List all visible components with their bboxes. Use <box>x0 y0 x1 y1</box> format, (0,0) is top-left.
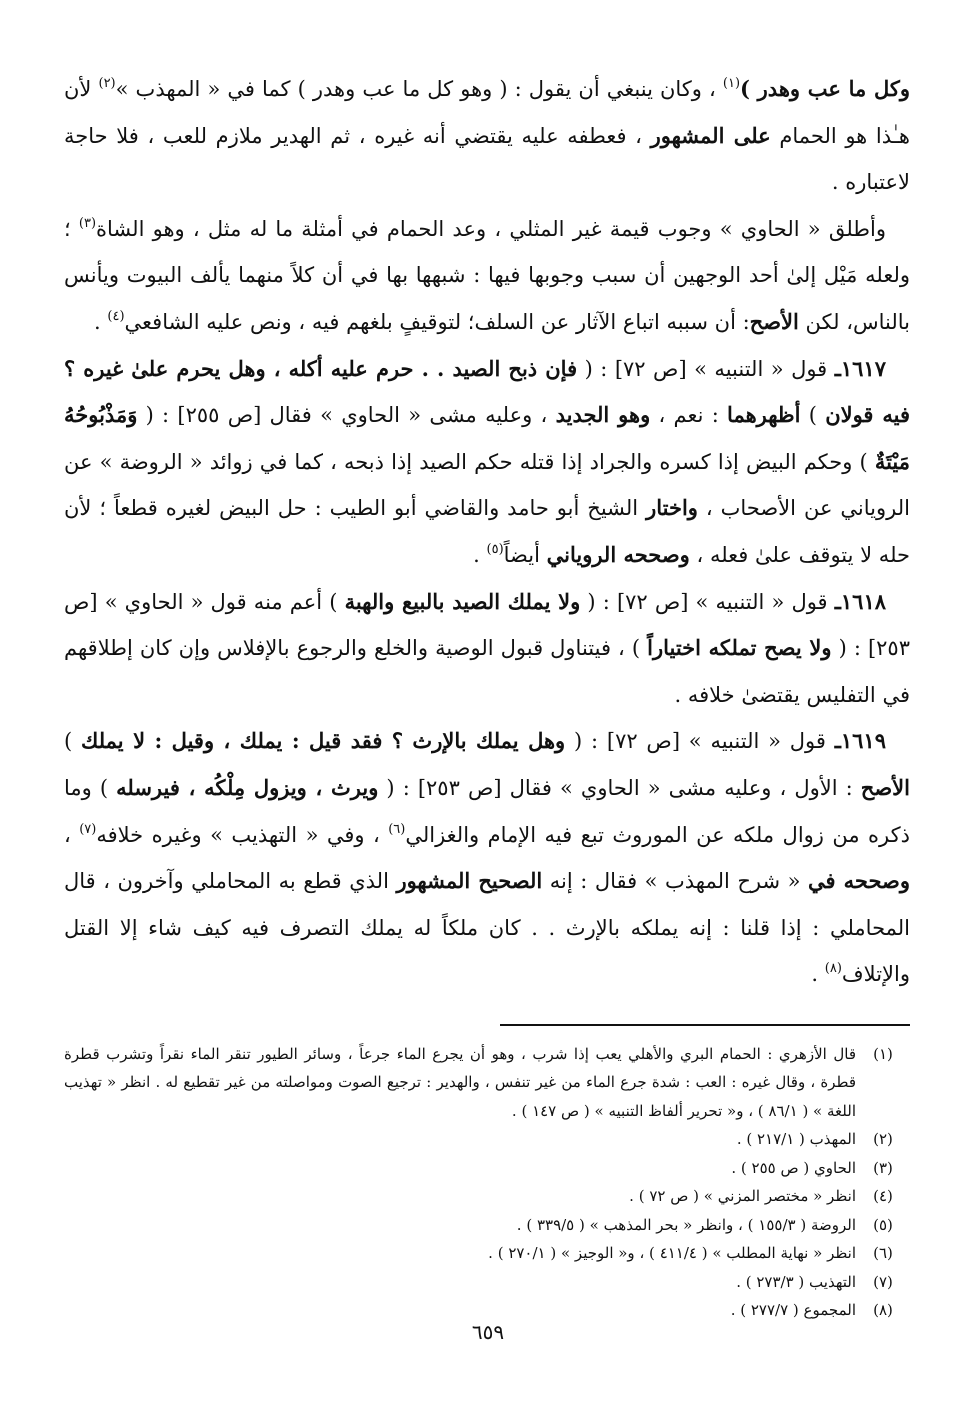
bold-text: ١٦١٩ـ <box>834 728 886 754</box>
bold-text: ١٦١٧ـ <box>834 355 886 381</box>
bold-text: ١٦١٨ـ <box>834 588 887 614</box>
text-segment: ؛ ولعله مَيْل إلىٰ أحد الوجهين أن سبب وجوبها فيها : شبهها بها في أن كلاً منهما يألف البيوت ويأنس بالناس، لكن <box>64 216 910 334</box>
text-segment: ) وما ذكره من زوال ملكه عن الموروث تبع فيه الإمام والغزالي <box>64 775 910 847</box>
text-segment: « شرح المهذب » فقال : إنه <box>542 869 808 894</box>
text-segment: ) ، فيتناول قبول الوصية والخلع والرجوع بالإفلاس وإن كان إطلاقهم في التفليس يقتضىٰ خلافه . <box>64 636 910 707</box>
footnote-reference: (٣) <box>78 215 97 231</box>
bold-text: الصحيح المشهور <box>396 868 543 894</box>
footnote-text: التهذيب ( ٢٧٣/٣ ) . <box>736 1272 856 1291</box>
text-segment: وأطلق « الحاوي » وجوب قيمة غير المثلي ، وعد الحمام في أمثلة ما له مثل ، وهو الشاة <box>96 216 886 241</box>
footnote <box>64 1182 910 1211</box>
bold-text: ويرث ، ويزول مِلْكُه ، فيرسله <box>116 774 379 800</box>
footnote-number: (٥) <box>873 1215 893 1234</box>
text-segment: قول « التنبيه » [ص ٧٢] : ( <box>565 729 835 754</box>
text-segment: . <box>94 309 108 334</box>
footnotes <box>64 1040 910 1325</box>
footnote <box>64 1239 910 1268</box>
text-segment: . <box>473 542 487 567</box>
text-segment: الشيخ أبو حامد والقاضي أبو الطيب : حل البيض لغيره قطعاً ؛ لأن حله لا يتوقف علىٰ فعله ، <box>64 496 910 567</box>
footnote-reference: (٥) <box>486 541 504 557</box>
text-segment: ) <box>800 403 826 428</box>
footnote-number: (٨) <box>873 1301 893 1320</box>
text-segment: ، وفي « التهذيب » وغيره خلافه <box>96 822 389 847</box>
footnote-number: (٣) <box>873 1158 893 1177</box>
text-segment: ، <box>64 822 80 847</box>
footnote-text: الروضة ( ١٥٥/٣ ) ، وانظر « بحر المذهب » ( ٣٣٩/٥ ) . <box>516 1215 856 1234</box>
footnote-text: قال الأزهري : الحمام البري والأهلي يعب إذا شرب ، وهو أن يجرع الماء جرعاً ، وسائر الطيور تنقر الماء نقراً وتشرب قطرة قطرة ، وقال غيره : العب : شدة جرع الماء من غير تنفس ، والهدير : ترجيع الصوت ومواصلته من غير تقطيع له . انظر « تهذيب اللغة » ( ٨٦/١ ) ، و« تحرير ألفاظ التنبيه » ( ص ١٤٧ ) . <box>64 1044 856 1120</box>
text-segment: ) <box>64 729 81 754</box>
footnote-number: (٧) <box>873 1272 893 1291</box>
paragraph <box>64 579 910 719</box>
bold-text: الأصح <box>749 308 799 334</box>
footnote-text: انظر « مختصر المزني » ( ص ٧٢ ) . <box>629 1187 856 1206</box>
footnote-reference: (٦) <box>388 821 406 837</box>
footnote <box>64 1125 910 1154</box>
bold-text: واختار <box>646 495 698 521</box>
footnote-reference: (٨) <box>824 961 842 977</box>
footnote-text: المهذب ( ٢١٧/١ ) . <box>736 1130 856 1149</box>
paragraph <box>64 718 910 998</box>
footnote-reference: (٤) <box>107 308 125 324</box>
bold-text: وصححه الروياني <box>546 541 690 567</box>
text-segment: أيضاً <box>503 542 547 567</box>
bold-text: أظهرهما <box>727 402 801 428</box>
footnote-reference: (٧) <box>79 821 97 837</box>
text-segment: ، وكان ينبغي أن يقول : ( وهو كل ما عب وهدر ) كما في « المهذب » <box>115 77 723 101</box>
bold-text: وصححه في <box>807 868 911 894</box>
text-segment: ، فعطفه عليه يقتضي أنه غيره ، ثم الهدير ملازم للعب ، فلا حاجة لاعتباره . <box>64 123 910 195</box>
footnote <box>64 1211 910 1240</box>
footnote <box>64 1040 910 1126</box>
text-segment: : الأول ، وعليه مشى « الحاوي » فقال [ص ٢٥٣] : ( <box>378 775 861 800</box>
footnote-separator <box>500 1024 910 1026</box>
bold-text: وهو الجديد <box>555 402 651 428</box>
footnote-text: انظر « نهاية المطلب » ( ٤١١/٤ ) ، و« الوجيز » ( ٢٧٠/١ ) . <box>488 1244 856 1263</box>
text-segment: الذي قطع به المحاملي وآخرون ، قال المحاملي : إذا قلنا : إنه يملكه بالإرث . . كان ملكاً له يملك التصرف فيه كيف شاء إلا القتل والإتلاف <box>64 869 910 987</box>
text-segment: ) أعم منه قول « الحاوي » [ص ٢٥٣] : ( <box>64 589 910 661</box>
bold-text: ولا يصح تملكه اختياراً <box>647 635 832 661</box>
footnote-text: الحاوي ( ص ٢٥٥ ) . <box>731 1158 856 1177</box>
text-segment: : أن سببه اتباع الآثار عن السلف؛ لتوقيفٍ بلغهم فيه ، ونص عليه الشافعي <box>124 309 750 334</box>
footnote-number: (١) <box>873 1044 893 1063</box>
paragraph <box>64 206 910 346</box>
paragraph <box>64 346 910 579</box>
text-segment: لأن هـٰذا هو الحمام <box>64 77 910 148</box>
text-segment: ، وعليه مشى « الحاوي » فقال [ص ٢٥٥] : ( <box>137 403 556 428</box>
bold-text: وكل ما عب وهدر ) <box>740 76 911 101</box>
text-segment: : نعم ، <box>650 403 728 428</box>
bold-text: ولا يملك الصيد بالبيع والهبة <box>344 588 581 614</box>
footnote-number: (٢) <box>873 1130 893 1149</box>
bold-text: فإن ذبح الصيد . . حرم عليه أكله ، وهل يحرم علىٰ غيره ؟ فيه قولان <box>64 355 910 428</box>
footnote-number: (٦) <box>873 1244 893 1263</box>
bold-text: وهل يملك بالإرث ؟ فقد قيل : يملك ، وقيل : لا يملك <box>81 728 566 754</box>
text-segment: قول « التنبيه » [ص ٧٢] : ( <box>580 589 835 614</box>
bold-text: الأصح <box>860 774 910 800</box>
main-text <box>64 66 910 998</box>
footnote-reference: (٢) <box>98 76 116 91</box>
footnote-number: (٤) <box>873 1187 893 1206</box>
bold-text: وَمَذْبُوحُهُ مَيْتَةٌ <box>64 402 910 474</box>
footnote <box>64 1268 910 1297</box>
bold-text: على المشهور <box>650 122 771 148</box>
page-number: ٦٥٩ <box>471 1320 505 1344</box>
text-segment: . <box>811 962 825 987</box>
paragraph <box>64 66 910 206</box>
text-segment: قول « التنبيه » [ص ٧٢] : ( <box>577 356 835 381</box>
text-segment: ) وحكم البيض إذا كسره والجراد إذا قتله حكم الصيد إذا ذبحه ، كما في زوائد « الروضة » عن الروياني عن الأصحاب ، <box>64 449 910 521</box>
footnote-reference: (١) <box>722 76 741 91</box>
footnote-text: المجموع ( ٢٧٧/٧ ) . <box>730 1301 856 1320</box>
footnote <box>64 1154 910 1183</box>
